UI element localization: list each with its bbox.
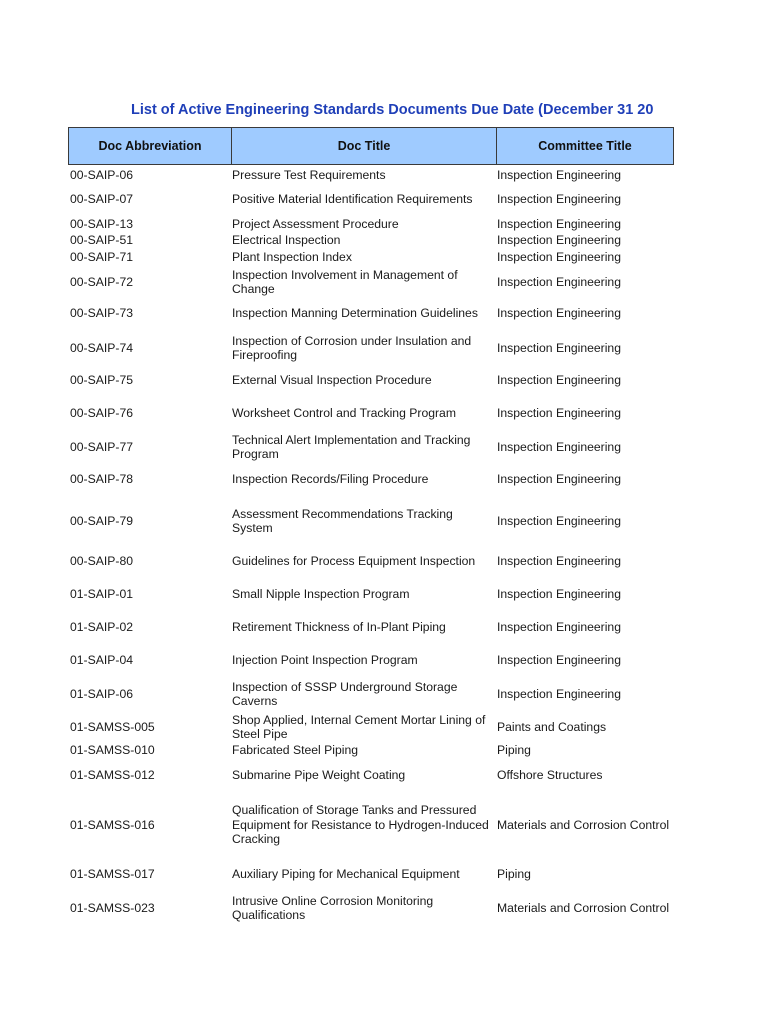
table-row [68,620,674,634]
table-row [68,168,674,182]
doc-abbreviation: 00-SAIP-51 [70,232,134,247]
table-row [68,250,674,264]
table-row [68,768,674,782]
committee-title: Inspection Engineering [497,513,621,528]
doc-title: Pressure Test Requirements [232,167,386,182]
committee-title: Inspection Engineering [497,619,621,634]
committee-title: Inspection Engineering [497,274,621,289]
committee-title: Inspection Engineering [497,232,621,247]
doc-abbreviation: 00-SAIP-06 [70,167,134,182]
table-row [68,892,674,924]
doc-abbreviation: 01-SAIP-04 [70,652,134,667]
doc-title: Injection Point Inspection Program [232,652,418,667]
doc-abbreviation: 00-SAIP-07 [70,191,134,206]
doc-title: Small Nipple Inspection Program [232,586,410,601]
table-row [68,587,674,601]
committee-title: Inspection Engineering [497,191,621,206]
doc-abbreviation: 00-SAIP-79 [70,513,134,528]
doc-title: Plant Inspection Index [232,249,352,264]
header-committee-title: Committee Title [496,128,673,164]
committee-title: Inspection Engineering [497,553,621,568]
committee-title: Inspection Engineering [497,372,621,387]
doc-title: Retirement Thickness of In-Plant Piping [232,619,446,634]
doc-title: Shop Applied, Internal Cement Mortar Lining of Steel Pipe [232,712,486,741]
doc-abbreviation: 00-SAIP-13 [70,216,134,231]
committee-title: Inspection Engineering [497,216,621,231]
table-row [68,431,674,463]
doc-abbreviation: 00-SAIP-72 [70,274,134,289]
committee-title: Inspection Engineering [497,340,621,355]
doc-abbreviation: 01-SAMSS-010 [70,742,155,757]
table-row [68,233,674,247]
doc-title: External Visual Inspection Procedure [232,372,432,387]
doc-title: Technical Alert Implementation and Tracking Program [232,432,471,461]
committee-title: Piping [497,866,531,881]
doc-title: Submarine Pipe Weight Coating [232,767,406,782]
committee-title: Inspection Engineering [497,686,621,701]
doc-title: Guidelines for Process Equipment Inspection [232,553,476,568]
doc-abbreviation: 00-SAIP-78 [70,471,134,486]
doc-abbreviation: 01-SAMSS-005 [70,719,155,734]
doc-abbreviation: 00-SAIP-77 [70,439,134,454]
doc-title: Inspection Manning Determination Guidelines [232,305,478,320]
doc-title: Worksheet Control and Tracking Program [232,405,456,420]
doc-abbreviation: 00-SAIP-74 [70,340,134,355]
doc-title: Electrical Inspection [232,232,341,247]
table-row [68,743,674,757]
table-row [68,801,674,849]
doc-abbreviation: 00-SAIP-71 [70,249,134,264]
table-row [68,554,674,568]
doc-title: Positive Material Identification Requirements [232,191,473,206]
doc-abbreviation: 01-SAMSS-016 [70,817,155,832]
table-row [68,678,674,710]
doc-title: Intrusive Online Corrosion Monitoring Qualifications [232,893,434,922]
committee-title: Inspection Engineering [497,405,621,420]
committee-title: Paints and Coatings [497,719,607,734]
table-row [68,373,674,387]
committee-title: Offshore Structures [497,767,603,782]
committee-title: Inspection Engineering [497,249,621,264]
doc-abbreviation: 00-SAIP-80 [70,553,134,568]
doc-abbreviation: 01-SAIP-06 [70,686,134,701]
doc-title: Inspection Records/Filing Procedure [232,471,429,486]
table-row [68,192,674,206]
doc-abbreviation: 01-SAMSS-023 [70,900,155,915]
table-row [68,332,674,364]
committee-title: Inspection Engineering [497,167,621,182]
doc-abbreviation: 00-SAIP-73 [70,305,134,320]
doc-abbreviation: 01-SAIP-01 [70,586,134,601]
doc-abbreviation: 01-SAMSS-012 [70,767,155,782]
doc-title: Fabricated Steel Piping [232,742,359,757]
doc-title: Project Assessment Procedure [232,216,399,231]
document-title: List of Active Engineering Standards Documents Due Date (December 31 20 [131,102,654,118]
table-row [68,711,674,743]
table-row [68,406,674,420]
committee-title: Inspection Engineering [497,652,621,667]
committee-title: Inspection Engineering [497,305,621,320]
table-row [68,306,674,320]
doc-abbreviation: 00-SAIP-76 [70,405,134,420]
committee-title: Piping [497,742,531,757]
header-doc-title: Doc Title [231,128,496,164]
doc-title: Auxiliary Piping for Mechanical Equipment [232,866,460,881]
committee-title: Materials and Corrosion Control [497,900,670,915]
table-row [68,266,674,298]
table-row [68,653,674,667]
header-doc-abbreviation: Doc Abbreviation [98,139,202,153]
committee-title: Inspection Engineering [497,586,621,601]
doc-title: Qualification of Storage Tanks and Pressured Equipment for Resistance to Hydrogen-Induced Cracking [232,803,489,847]
committee-title: Materials and Corrosion Control [497,817,670,832]
committee-title: Inspection Engineering [497,471,621,486]
table-row [68,505,674,537]
doc-abbreviation: 01-SAMSS-017 [70,866,155,881]
doc-title: Assessment Recommendations Tracking System [232,506,453,535]
table-row [68,472,674,486]
table-row [68,217,674,231]
doc-title: Inspection Involvement in Management of Change [232,267,458,296]
table-header [68,127,674,165]
doc-title: Inspection of SSSP Underground Storage Caverns [232,679,458,708]
committee-title: Inspection Engineering [497,439,621,454]
doc-abbreviation: 01-SAIP-02 [70,619,134,634]
doc-abbreviation: 00-SAIP-75 [70,372,134,387]
table-row [68,867,674,881]
doc-title: Inspection of Corrosion under Insulation and Fireproofing [232,333,472,362]
